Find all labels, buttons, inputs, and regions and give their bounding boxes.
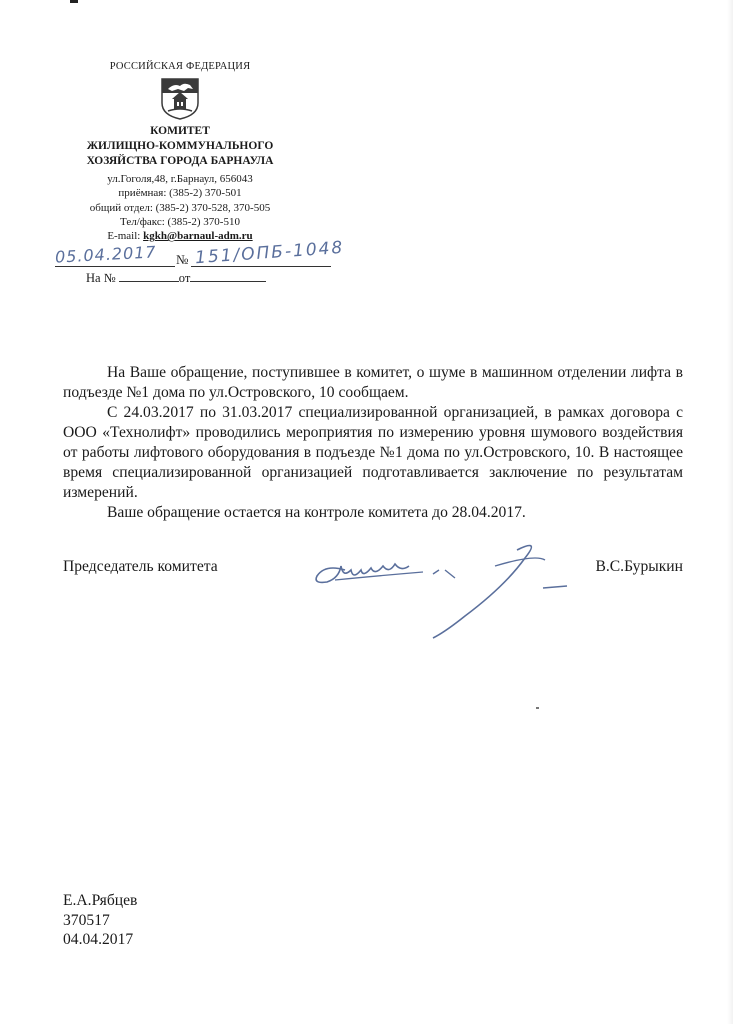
email-row [60, 229, 300, 243]
paragraph-2: С 24.03.2017 по 31.03.2017 специализированной организацией, в рамках договора с ООО «Технолифт» проводились мероприятия по измерению уровня шумового воздействия от работы лифтового оборудования в подъезде №1 дома по ул.Островского, 10. В настоящее время специализированной организацией подготавливается заключение по результатам измерений. [63, 404, 683, 501]
reference-line [86, 271, 266, 286]
handwritten-signature [305, 536, 575, 646]
number-underline [191, 266, 331, 267]
email-link[interactable]: kgkh@barnaul-adm.ru [143, 230, 253, 243]
org-line-2: ЖИЛИЩНО-КОММУНАЛЬНОГО [86, 140, 274, 152]
page-edge-shadow [727, 0, 733, 1024]
executor-phone: 370517 [63, 911, 110, 929]
reception-phone: приёмная: (385-2) 370-501 [118, 187, 242, 200]
date-underline [55, 266, 175, 267]
ref-label: На № [86, 271, 116, 285]
fax: Тел/факс: (385-2) 370-510 [120, 215, 240, 228]
contact-block [60, 172, 300, 243]
number-sign: № [176, 252, 189, 267]
ref-number-blank [119, 271, 179, 282]
organization-name [60, 124, 300, 169]
handwritten-number: 151/ОПБ-1048 [194, 237, 345, 269]
ref-date-blank [190, 271, 266, 282]
executor-block [63, 891, 137, 950]
signer-title: Председатель комитета [63, 558, 218, 575]
executor-date: 04.04.2017 [63, 931, 134, 948]
scan-mark [70, 0, 78, 3]
country-name: РОССИЙСКАЯ ФЕДЕРАЦИЯ [109, 61, 251, 72]
email-label: E-mail: [107, 230, 144, 243]
address: ул.Гоголя,48, г.Барнаул, 656043 [107, 173, 253, 185]
ref-from: от [178, 271, 191, 285]
signer-name: В.С.Бурыкин [595, 558, 683, 575]
general-department-phone: общий отдел: (385-2) 370-528, 370-505 [89, 201, 271, 214]
signature-row [63, 558, 683, 584]
handwritten-date: 05.04.2017 [54, 242, 158, 267]
paragraph-1: На Ваше обращение, поступившее в комитет, о шуме в машинном отделении лифта в подъезде №1 дома по ул.Островского, 10 сообщаем. [63, 364, 683, 401]
paragraph-3: Ваше обращение остается на контроле комитета до 28.04.2017. [107, 504, 526, 521]
scan-speck [536, 707, 539, 709]
coat-of-arms-icon [160, 77, 200, 120]
executor-name: Е.А.Рябцев [63, 892, 138, 909]
org-line-3: ХОЗЯЙСТВА ГОРОДА БАРНАУЛА [86, 155, 274, 167]
letter-body [63, 363, 683, 523]
org-line-1: КОМИТЕТ [150, 125, 210, 137]
